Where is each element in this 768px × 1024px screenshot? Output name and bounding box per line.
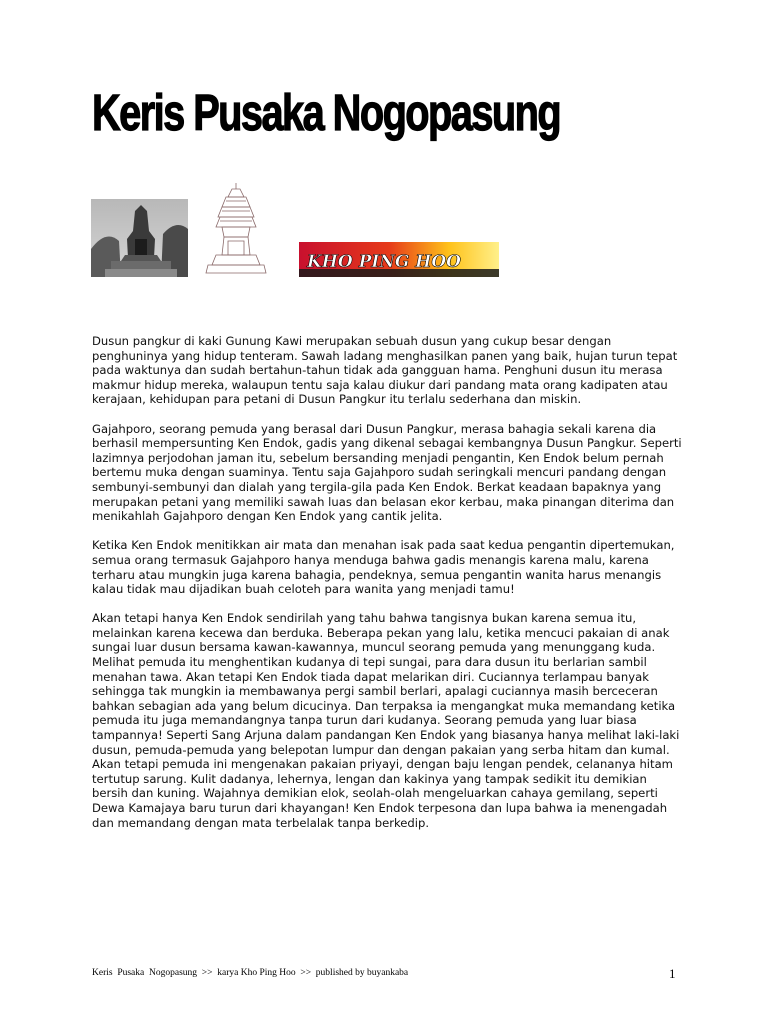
article-body xyxy=(92,334,682,845)
tower-drawing xyxy=(204,181,269,276)
temple-photo xyxy=(91,199,188,277)
page-footer: Keris Pusaka Nogopasung >> karya Kho Ping Hoo >> published by buyankaba xyxy=(92,968,409,978)
logo-text: KHO PING HOO xyxy=(307,252,461,272)
paragraph: Ketika Ken Endok menitikkan air mata dan menahan isak pada saat kedua pengantin dipertemukan, semua orang termasuk Gajahporo hanya menduga bahwa gadis menangis karena malu, karena terharu atau mungkin juga karena bahagia, pendeknya, semua pengantin wanita harus menangis kalau tidak mau dijadikan buah celoteh para wanita yang menjadi tamu! xyxy=(92,538,675,597)
page-number: 1 xyxy=(669,966,676,981)
page-title: Keris Pusaka Nogopasung xyxy=(92,84,561,141)
paragraph: Akan tetapi hanya Ken Endok sendirilah yang tahu bahwa tangisnya bukan karena semua itu, melainkan karena kecewa dan berduka. Beberapa pekan yang lalu, ketika mencuci pakaian di anak sungai luar dusun bersama kawan-kawannya, muncul seorang pemuda yang menunggang kuda. Melihat pemuda itu menghentikan kudanya di tepi sungai, para dara dusun itu berlarian sambil menahan tawa. Akan tetapi Ken Endok tiada dapat melarikan diri. Cuciannya terlampau banyak sehingga tak mungkin ia membawanya pergi sambil berlari, apalagi cuciannya masih berceceran bahkan sebagian ada yang belum dicucinya. Dan terpaksa ia mengangkat muka memandang ketika pemuda itu juga memandangnya tanpa turun dari kudanya. Seorang pemuda yang luar biasa tampannya! Seperti Sang Arjuna dalam pandangan Ken Endok yang biasanya hanya melihat laki-laki dusun, pemuda-pemuda yang belepotan lumpur dan dengan pakaian yang serba hitam dan kumal. Akan tetapi pemuda ini mengenakan pakaian priyayi, dengan baju lengan pendek, celananya hitam tertutup sarung. Kulit dadanya, lehernya, lengan dan kakinya yang tampak sedikit itu demikian bersih dan kuning. Wajahnya demikian elok, seolah-olah mengeluarkan cahaya gemilang, seperti Dewa Kamajaya baru turun dari khayangan! Ken Endok terpesona dan lupa bahwa ia menengadah dan memandang dengan mata terbelalak tanpa berkedip. xyxy=(92,611,680,830)
paragraph: Dusun pangkur di kaki Gunung Kawi merupakan sebuah dusun yang cukup besar dengan penghuninya yang hidup tenteram. Sawah ladang menghasilkan panen yang baik, hujan turun tepat pada waktunya dan sudah bertahun-tahun tidak ada gangguan hama. Penghuni dusun itu merasa makmur hidup mereka, walaupun tentu saja kalau diukur dari pandang mata orang kadipaten atau kerajaan, kehidupan para petani di Dusun Pangkur itu terlalu sederhana dan miskin. xyxy=(92,334,678,407)
paragraph: Gajahporo, seorang pemuda yang berasal dari Dusun Pangkur, merasa bahagia sekali karena dia berhasil mempersunting Ken Endok, gadis yang dikenal sebagai kembangnya Dusun Pangkur. Seperti lazimnya perjodohan jaman itu, sebelum bersanding menjadi pengantin, Ken Endok belum pernah bertemu muka dengan suaminya. Tentu saja Gajahporo sudah seringkali mencuri pandang dengan sembunyi-sembunyi dan dialah yang tergila-gila pada Ken Endok. Berkat keadaan bapaknya yang merupakan petani yang memiliki sawah luas dan belasan ekor kerbau, maka pinangan diterima dan menikahlah Gajahporo dengan Ken Endok yang cantik jelita. xyxy=(92,421,682,524)
kho-ping-hoo-logo xyxy=(299,242,499,277)
